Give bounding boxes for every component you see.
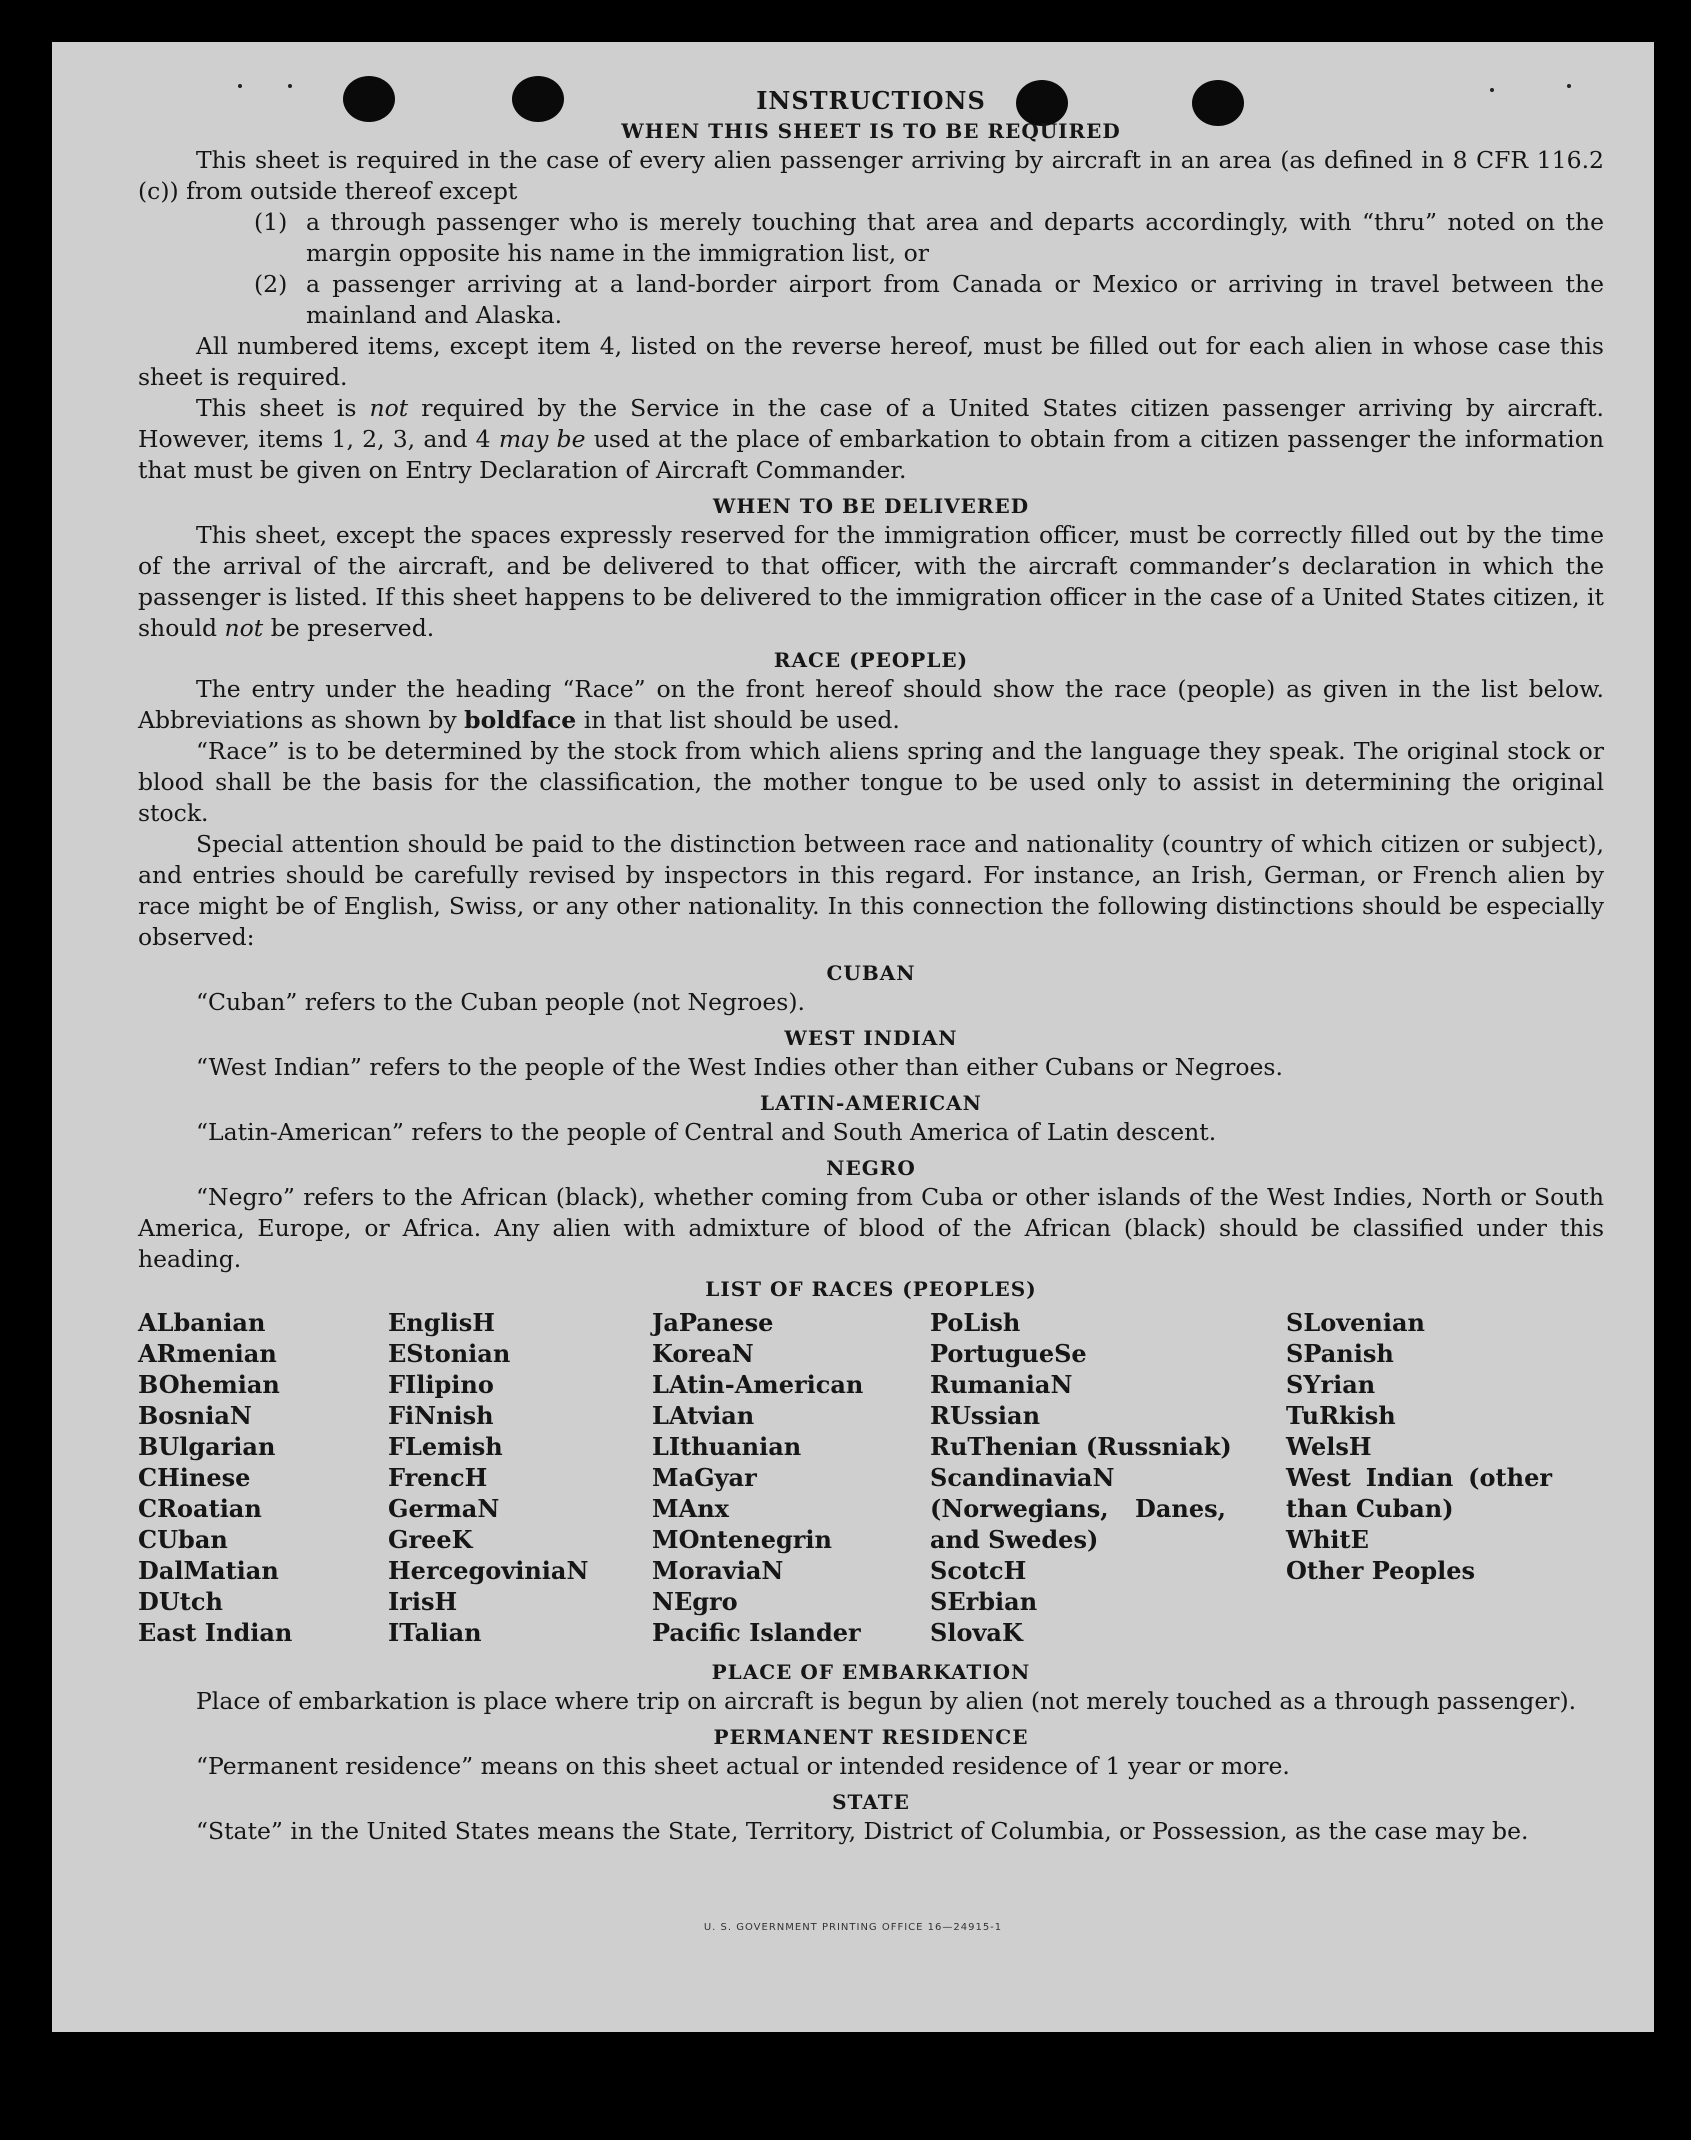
race-entry: WhitE — [1286, 1525, 1369, 1554]
race-entry: SPanish — [1286, 1339, 1394, 1368]
race-entry: HercegoviniaN — [388, 1556, 589, 1585]
race-entry: ITalian — [388, 1618, 482, 1647]
race-entry: LIthuanian — [652, 1432, 802, 1461]
race-entry: RUssian — [930, 1401, 1041, 1430]
races-column — [1286, 1307, 1552, 1648]
race-entry: LAtvian — [652, 1401, 755, 1430]
distinction-text: “Cuban” refers to the Cuban people (not Negroes). — [196, 988, 806, 1016]
printing-office-footer: U. S. GOVERNMENT PRINTING OFFICE 16—24915-1 — [703, 1922, 1003, 1933]
race-entry: RuThenian (Russniak) — [930, 1432, 1232, 1461]
race-entry: PortugueSe — [930, 1339, 1087, 1368]
race-entry: PoLish — [930, 1308, 1021, 1337]
item-number: (1) — [254, 208, 288, 236]
race-entry: ALbanian — [138, 1308, 266, 1337]
section-heading-embarkation: PLACE OF EMBARKATION — [711, 1660, 1031, 1684]
race-entry: CRoatian — [138, 1494, 262, 1523]
race-entry: IrisH — [388, 1587, 458, 1616]
state-paragraph: “State” in the United States means the State, Territory, District of Columbia, or Possession, as the case may be. — [196, 1817, 1529, 1845]
race-entry: RumaniaN — [930, 1370, 1073, 1399]
race-entry: West Indian (other than Cuban) — [1286, 1463, 1552, 1523]
item-text: a through passenger who is merely touching that area and departs accordingly, with “thru” noted on the margin opposite his name in the immigration list, or — [306, 208, 1604, 267]
races-column — [930, 1307, 1232, 1648]
races-column — [388, 1307, 652, 1648]
race-entry: BosniaN — [138, 1401, 252, 1430]
delivered-paragraph: This sheet, except the spaces expressly reserved for the immigration officer, must be correctly filled out by the time of the arrival of the aircraft, and be delivered to that officer, with the aircraft commander’s declaration in which the passenger is listed. If this sheet happens to be delivered to the immigration officer in the case of a United States citizen, it should not be preserved. — [138, 521, 1604, 642]
instructions-content — [138, 85, 1604, 1847]
race-entry: KoreaN — [652, 1339, 754, 1368]
race-entry: EStonian — [388, 1339, 511, 1368]
section-heading-list-of-races: LIST OF RACES (PEOPLES) — [705, 1277, 1037, 1301]
races-list — [138, 1307, 1604, 1648]
section-heading-latin-american: LATIN-AMERICAN — [760, 1091, 982, 1115]
race-paragraph: “Race” is to be determined by the stock from which aliens spring and the language they speak. The original stock or blood shall be the basis for the classification, the mother tongue to be used only to assist in determining the original stock. — [138, 737, 1604, 827]
race-entry: JaPanese — [652, 1308, 774, 1337]
race-entry: ScandinaviaN (Norwegians, Danes, and Swedes) — [930, 1463, 1226, 1554]
item-number: (2) — [254, 270, 288, 298]
distinction-text: “Negro” refers to the African (black), whether coming from Cuba or other islands of the West Indies, North or South America, Europe, or Africa. Any alien with admixture of blood of the African (black) should be classified under this heading. — [138, 1183, 1604, 1273]
section-heading-race: RACE (PEOPLE) — [773, 648, 969, 672]
race-paragraph: Special attention should be paid to the distinction between race and nationality (country of which citizen or subject), and entries should be carefully revised by inspectors in this regard. For instance, an Irish, German, or French alien by race might be of English, Swiss, or any other nationality. In this connection the following distinctions should be especially observed: — [138, 830, 1604, 951]
race-entry: Pacific Islander — [652, 1618, 861, 1647]
race-entry: FLemish — [388, 1432, 503, 1461]
document-page — [52, 42, 1654, 2032]
race-entry: LAtin-American — [652, 1370, 864, 1399]
race-paragraph: The entry under the heading “Race” on the front hereof should show the race (people) as given in the list below. Abbreviations as shown by boldface in that list should be used. — [138, 675, 1604, 734]
section-heading-required: WHEN THIS SHEET IS TO BE REQUIRED — [621, 119, 1121, 143]
race-entry: EnglisH — [388, 1308, 495, 1337]
race-entry: MAnx — [652, 1494, 729, 1523]
race-entry: ARmenian — [138, 1339, 277, 1368]
race-entry: DUtch — [138, 1587, 223, 1616]
race-entry: East Indian — [138, 1618, 293, 1647]
race-entry: Other Peoples — [1286, 1556, 1476, 1585]
numbered-items-paragraph: All numbered items, except item 4, listed on the reverse hereof, must be filled out for each alien in whose case this sheet is required. — [138, 332, 1604, 391]
section-heading-delivered: WHEN TO BE DELIVERED — [712, 494, 1030, 518]
race-entry: CUban — [138, 1525, 228, 1554]
races-column — [138, 1307, 388, 1648]
embarkation-paragraph: Place of embarkation is place where trip on aircraft is begun by alien (not merely touched as a through passenger). — [196, 1687, 1577, 1715]
section-heading-residence: PERMANENT RESIDENCE — [713, 1725, 1029, 1749]
race-entry: MOntenegrin — [652, 1525, 832, 1554]
race-entry: NEgro — [652, 1587, 738, 1616]
race-entry: FIlipino — [388, 1370, 494, 1399]
citizen-paragraph: This sheet is not required by the Service in the case of a United States citizen passenger arriving by aircraft. However, items 1, 2, 3, and 4 may be used at the place of embarkation to obtain from a citizen passenger the information that must be given on Entry Declaration of Aircraft Commander. — [138, 394, 1604, 484]
race-entry: SErbian — [930, 1587, 1038, 1616]
race-entry: BUlgarian — [138, 1432, 276, 1461]
race-entry: GermaN — [388, 1494, 500, 1523]
residence-paragraph: “Permanent residence” means on this sheet actual or intended residence of 1 year or more. — [196, 1752, 1290, 1780]
distinction-text: “Latin-American” refers to the people of Central and South America of Latin descent. — [196, 1118, 1217, 1146]
race-entry: BOhemian — [138, 1370, 280, 1399]
race-entry: ScotcH — [930, 1556, 1027, 1585]
section-heading-cuban: CUBAN — [826, 961, 916, 985]
race-entry: SlovaK — [930, 1618, 1023, 1647]
distinction-text: “West Indian” refers to the people of the West Indies other than either Cubans or Negroes. — [196, 1053, 1283, 1081]
section-heading-negro: NEGRO — [826, 1156, 916, 1180]
page-title: INSTRUCTIONS — [756, 86, 986, 115]
race-entry: CHinese — [138, 1463, 251, 1492]
race-entry: MoraviaN — [652, 1556, 784, 1585]
race-entry: TuRkish — [1286, 1401, 1396, 1430]
race-entry: FrencH — [388, 1463, 488, 1492]
race-entry: WelsH — [1286, 1432, 1372, 1461]
section-heading-state: STATE — [832, 1790, 910, 1814]
item-text: a passenger arriving at a land-border airport from Canada or Mexico or arriving in travel between the mainland and Alaska. — [306, 270, 1604, 329]
race-entry: MaGyar — [652, 1463, 757, 1492]
exception-item — [254, 207, 1604, 269]
required-intro: This sheet is required in the case of every alien passenger arriving by aircraft in an area (as defined in 8 CFR 116.2 (c)) from outside thereof except — [138, 146, 1604, 205]
races-column — [652, 1307, 930, 1648]
section-heading-west-indian: WEST INDIAN — [784, 1026, 958, 1050]
race-entry: SLovenian — [1286, 1308, 1425, 1337]
race-entry: DalMatian — [138, 1556, 279, 1585]
exception-item — [254, 269, 1604, 331]
race-entry: FiNnish — [388, 1401, 494, 1430]
race-entry: GreeK — [388, 1525, 473, 1554]
race-entry: SYrian — [1286, 1370, 1376, 1399]
